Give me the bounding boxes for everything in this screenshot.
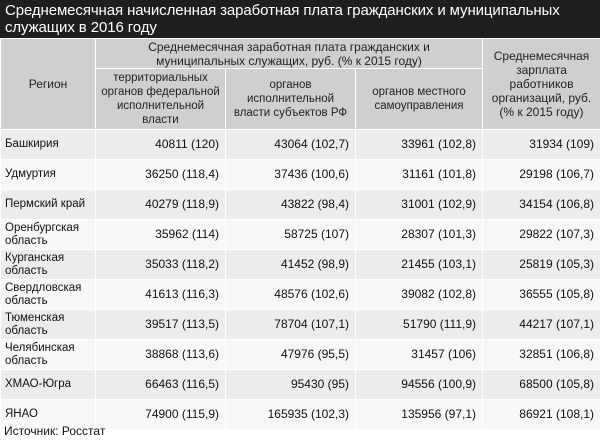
regional-bodies-cell: 48576 (102,6) [226,280,356,310]
salary-table [0,38,600,430]
table-row [1,280,600,310]
federal-bodies-header: территориальных органов федеральной исполнительной власти [96,69,226,130]
organizations-salary-cell: 44217 (107,1) [483,310,600,340]
regional-bodies-cell: 78704 (107,1) [226,310,356,340]
federal-bodies-cell: 66463 (116,5) [96,370,226,400]
region-cell: ХМАО-Югра [1,370,96,400]
local-government-cell: 51790 (111,9) [356,310,483,340]
regional-bodies-cell: 37436 (100,6) [226,160,356,190]
federal-bodies-cell: 35962 (114) [96,220,226,250]
regional-bodies-cell: 43822 (98,4) [226,190,356,220]
federal-bodies-cell: 74900 (115,9) [96,400,226,430]
organizations-salary-cell: 86921 (108,1) [483,400,600,430]
table-row [1,340,600,370]
local-government-cell: 21455 (103,1) [356,250,483,280]
regional-bodies-cell: 47976 (95,5) [226,340,356,370]
salary-group-header: Среднемесячная заработная плата гражданских и муниципальных служащих, руб. (% к 2015 году) [96,39,483,69]
organizations-salary-cell: 29822 (107,3) [483,220,600,250]
table-row [1,130,600,160]
regional-bodies-cell: 43064 (102,7) [226,130,356,160]
organizations-salary-cell: 34154 (106,8) [483,190,600,220]
table-row [1,190,600,220]
table-row [1,250,600,280]
federal-bodies-cell: 40279 (118,9) [96,190,226,220]
region-cell: Свердловская область [1,280,96,310]
organizations-salary-cell: 36555 (105,8) [483,280,600,310]
organizations-salary-header: Среднемесячная зарплата работников организаций, руб. (% к 2015 году) [483,39,600,130]
source-note: Источник: Росстат [4,424,106,438]
organizations-salary-cell: 68500 (105,8) [483,370,600,400]
local-government-cell: 39082 (102,8) [356,280,483,310]
regional-bodies-header: органов исполнительной власти субъектов РФ [226,69,356,130]
region-cell: Оренбургская область [1,220,96,250]
region-cell: Курганская область [1,250,96,280]
region-cell: Башкирия [1,130,96,160]
federal-bodies-cell: 40811 (120) [96,130,226,160]
regional-bodies-cell: 58725 (107) [226,220,356,250]
organizations-salary-cell: 31934 (109) [483,130,600,160]
region-cell: ЯНАО [1,400,96,430]
local-government-cell: 31457 (106) [356,340,483,370]
local-government-cell: 28307 (101,3) [356,220,483,250]
organizations-salary-cell: 29198 (106,7) [483,160,600,190]
region-cell: Удмуртия [1,160,96,190]
local-government-cell: 31161 (101,8) [356,160,483,190]
region-cell: Тюменская область [1,310,96,340]
regional-bodies-cell: 95430 (95) [226,370,356,400]
organizations-salary-cell: 32851 (106,8) [483,340,600,370]
table-row [1,160,600,190]
federal-bodies-cell: 39517 (113,5) [96,310,226,340]
table-row [1,370,600,400]
federal-bodies-cell: 41613 (116,3) [96,280,226,310]
table-body [1,130,600,430]
local-government-cell: 33961 (102,8) [356,130,483,160]
regional-bodies-cell: 41452 (98,9) [226,250,356,280]
local-government-header: органов местного самоуправления [356,69,483,130]
table-row [1,220,600,250]
local-government-cell: 94556 (100,9) [356,370,483,400]
table-title: Среднемесячная начисленная заработная плата гражданских и муниципальных служащих в 2016 году [0,0,600,38]
federal-bodies-cell: 35033 (118,2) [96,250,226,280]
region-cell: Челябинская область [1,340,96,370]
local-government-cell: 135956 (97,1) [356,400,483,430]
regional-bodies-cell: 165935 (102,3) [226,400,356,430]
region-cell: Пермский край [1,190,96,220]
federal-bodies-cell: 36250 (118,4) [96,160,226,190]
local-government-cell: 31001 (102,9) [356,190,483,220]
federal-bodies-cell: 38868 (113,6) [96,340,226,370]
region-header: Регион [1,39,96,130]
organizations-salary-cell: 25819 (105,3) [483,250,600,280]
table-row [1,310,600,340]
